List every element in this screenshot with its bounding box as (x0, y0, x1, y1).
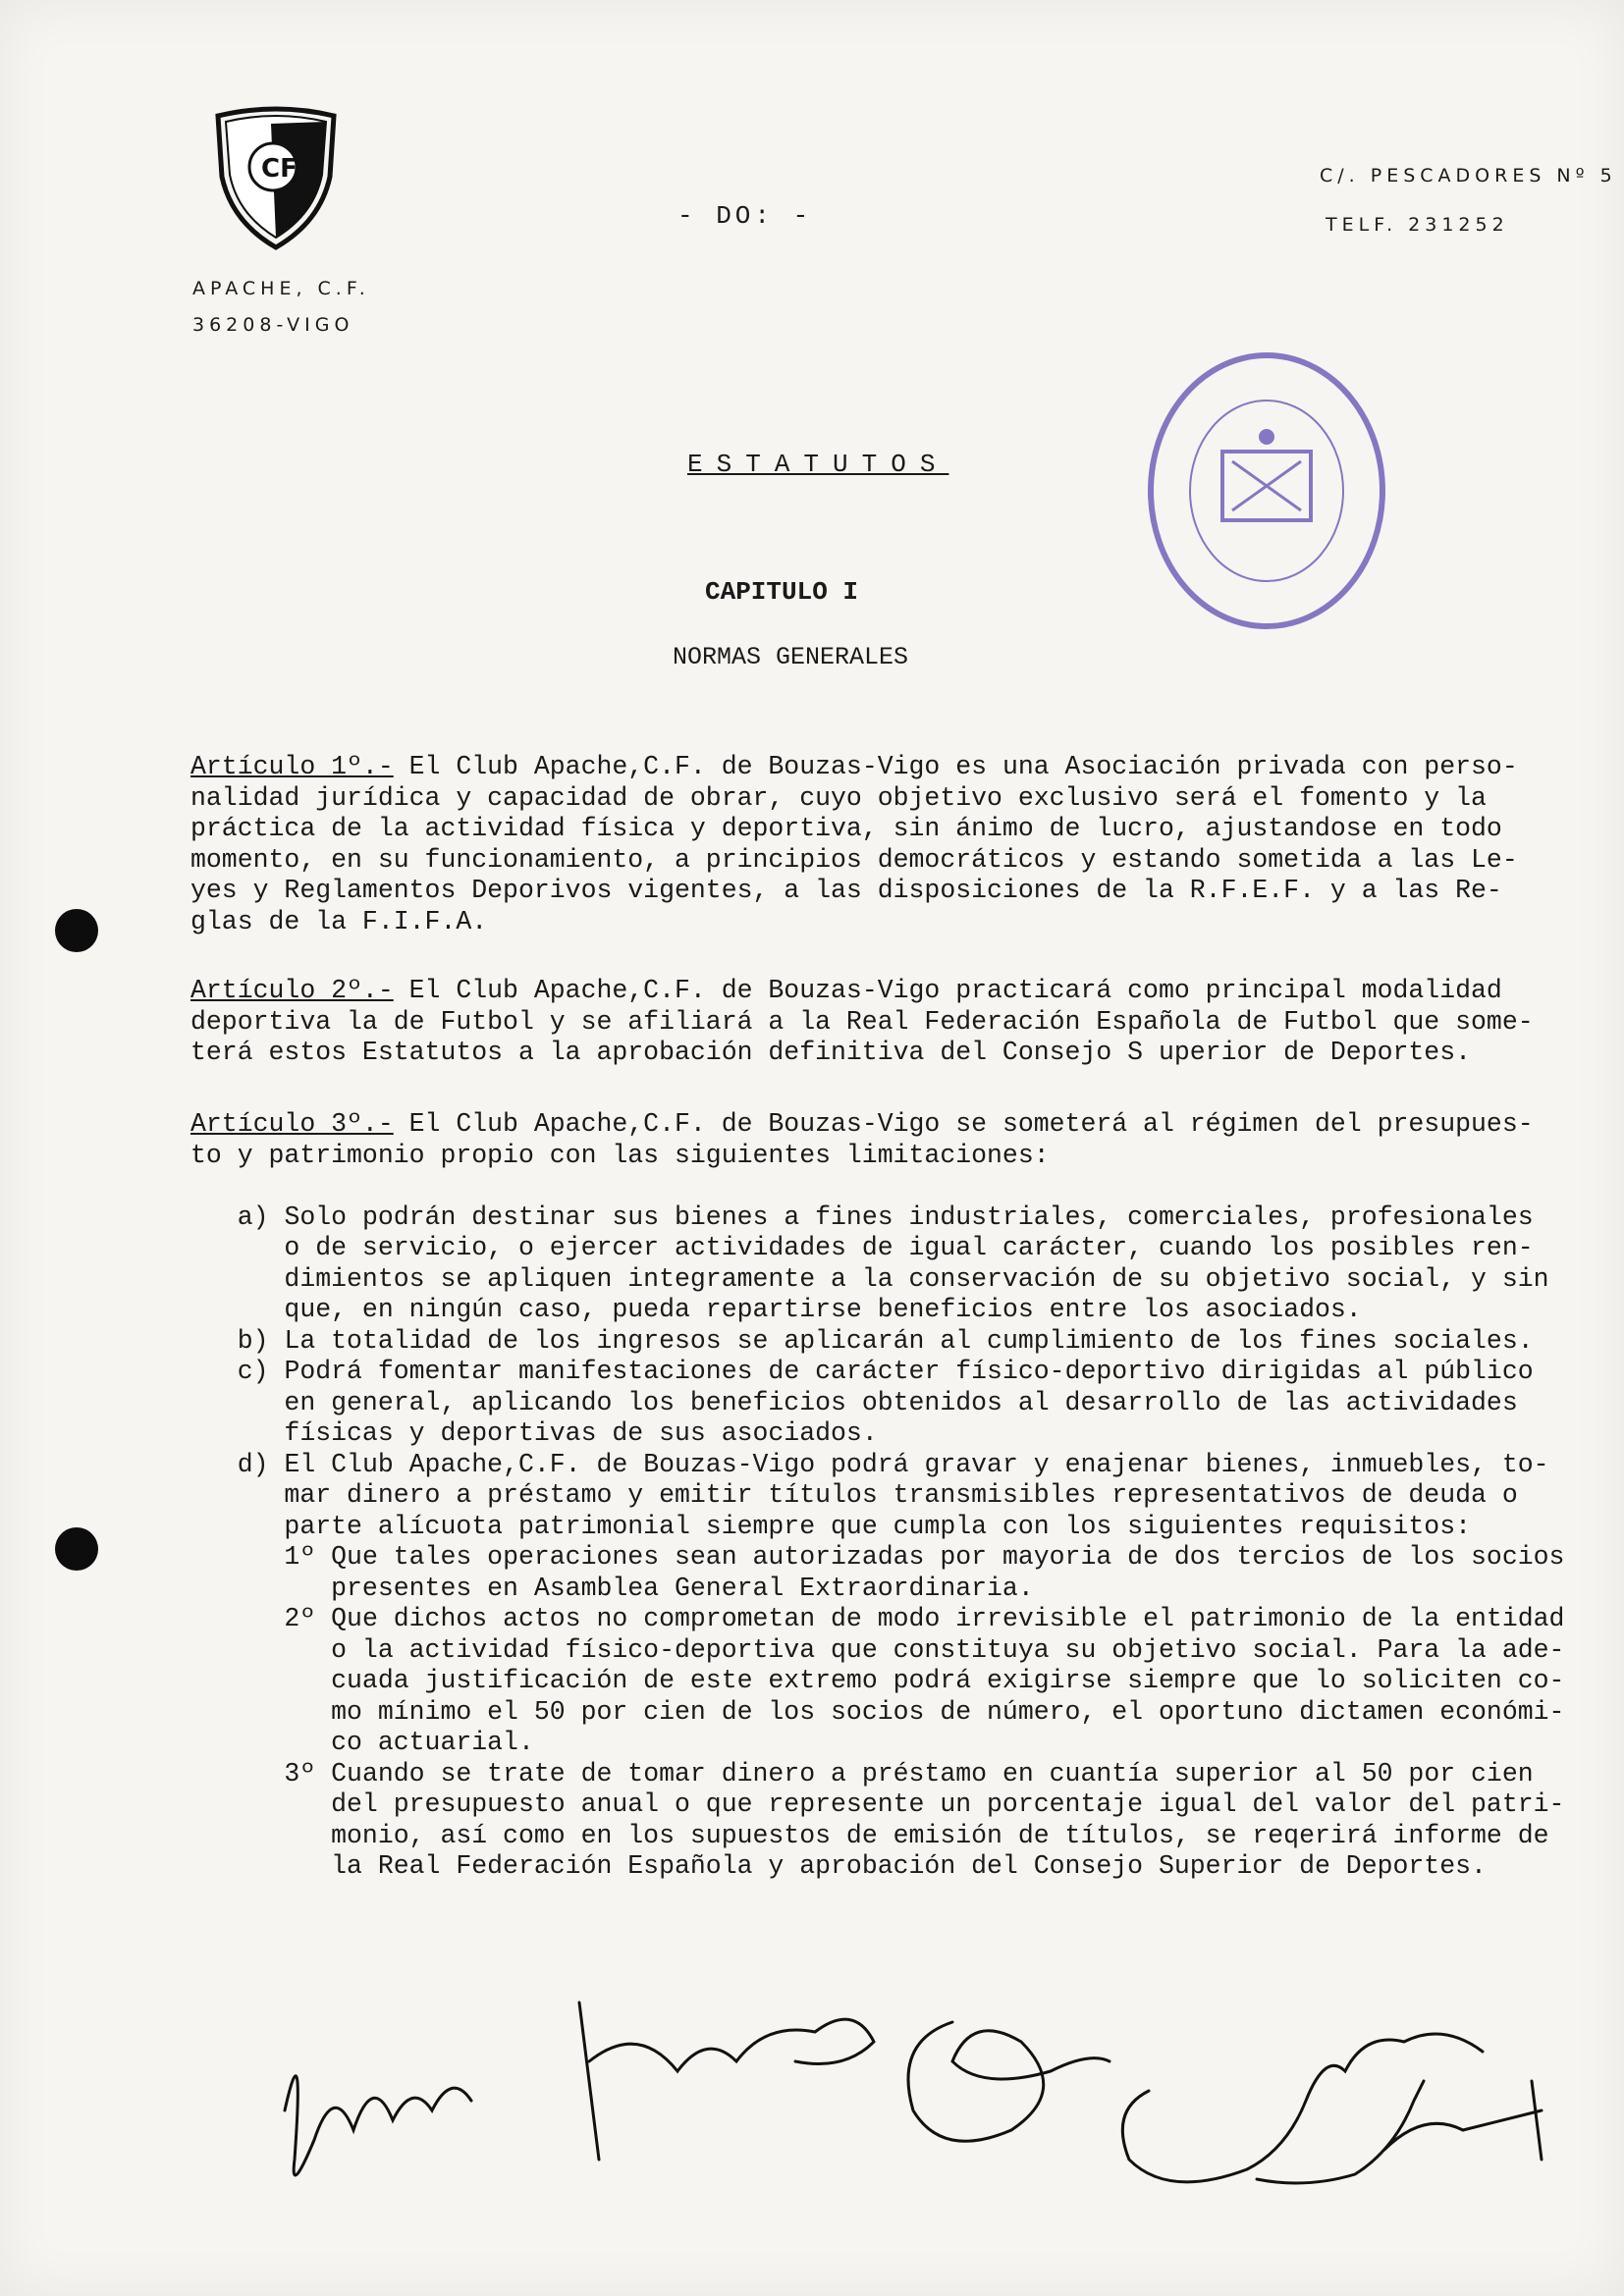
list-line: Cuando se trate de tomar dinero a préstamo en cuantía superior al 50 por cien (331, 1758, 1534, 1789)
list-marker: 1º (284, 1542, 316, 1572)
list-line: La totalidad de los ingresos se aplicarán al cumplimiento de los fines sociales. (284, 1325, 1534, 1356)
list-line: Podrá fomentar manifestaciones de carácter físico-deportivo dirigidas al público (284, 1357, 1534, 1386)
club-crest-icon (212, 106, 340, 251)
list-marker: 2º (284, 1604, 316, 1633)
club-address: C/. PESCADORES Nº 5 (1320, 165, 1617, 187)
article-line: terá estos Estatutos a la aprobación definitiva del Consejo S uperior de Deportes. (190, 1038, 1472, 1067)
article-3 (190, 1109, 1565, 1883)
chapter-heading: CAPITULO I (705, 577, 859, 607)
notary-stamp-icon (1139, 344, 1394, 638)
list-line: El Club Apache,C.F. de Bouzas-Vigo podrá gravar y enajenar bienes, inmuebles, to- (284, 1449, 1549, 1479)
document-mark: - DO: - (677, 201, 813, 231)
club-name: APACHE, C.F. (192, 278, 370, 299)
article-line: El Club Apache,C.F. de Bouzas-Vigo es una Asociación privada con perso- (408, 752, 1518, 781)
list-line: mar dinero a préstamo y emitir títulos transmisibles representativos de deuda o (284, 1480, 1518, 1510)
article-line: deportiva la de Futbol y se afiliará a la Real Federación Española de Futbol que some- (190, 1006, 1534, 1037)
article-line: El Club Apache,C.F. de Bouzas-Vigo se someterá al régimen del presupues- (408, 1109, 1534, 1139)
article-line: yes y Reglamentos Deporivos vigentes, a las disposiciones de la R.F.E.F. y a las Re- (190, 876, 1502, 905)
article-line: glas de la F.I.F.A. (190, 906, 488, 936)
signatures-icon (265, 1963, 1600, 2218)
club-phone: TELF. 231252 (1326, 214, 1509, 236)
list-marker: a) (237, 1201, 269, 1232)
list-line: físicas y deportivas de sus asociados. (284, 1418, 878, 1448)
list-line: Que tales operaciones sean autorizadas por mayoria de dos tercios de los socios (331, 1542, 1565, 1572)
article-line: nalidad jurídica y capacidad de obrar, cuyo objetivo exclusivo será el fomento y la (190, 782, 1487, 813)
list-line: mo mínimo el 50 por cien de los socios de número, el oportuno dictamen económi- (331, 1696, 1565, 1727)
article-line: práctica de la actividad física y deportiva, sin ánimo de lucro, ajustandose en todo (190, 814, 1502, 843)
list-line: o de servicio, o ejercer actividades de igual carácter, cuando los posibles ren- (284, 1233, 1534, 1262)
article-heading: Artículo 3º.- (190, 1109, 394, 1139)
article-2 (190, 976, 1565, 1069)
list-line: presentes en Asamblea General Extraordinaria. (331, 1573, 1034, 1603)
list-line: del presupuesto anual o que represente un porcentaje igual del valor del patri- (331, 1789, 1565, 1819)
list-line: cuada justificación de este extremo podrá exigirse siempre que lo soliciten co- (331, 1666, 1565, 1695)
article-line: El Club Apache,C.F. de Bouzas-Vigo practicará como principal modalidad (408, 976, 1502, 1005)
club-city: 36208-VIGO (192, 314, 354, 336)
list-line: en general, aplicando los beneficios obtenidos al desarrollo de las actividades (284, 1387, 1518, 1417)
chapter-subtitle: NORMAS GENERALES (673, 643, 909, 671)
list-line: Solo podrán destinar sus bienes a fines industriales, comerciales, profesionales (284, 1201, 1534, 1232)
article-line: to y patrimonio propio con las siguientes limitaciones: (190, 1140, 1050, 1170)
list-line: dimientos se apliquen integramente a la conservación de su objetivo social, y sin (284, 1263, 1549, 1294)
svg-text:CF: CF (261, 154, 298, 184)
list-marker: b) (237, 1325, 269, 1356)
list-line: co actuarial. (331, 1728, 534, 1757)
article-1 (190, 752, 1565, 937)
article-line: momento, en su funcionamiento, a principios democráticos y estando sometida a las Le- (190, 844, 1518, 875)
list-line: Que dichos actos no comprometan de modo irrevisible el patrimonio de la entidad (331, 1604, 1565, 1633)
binder-hole-icon (55, 1527, 98, 1571)
list-marker: d) (237, 1449, 269, 1479)
list-line: o la actividad físico-deportiva que constituya su objetivo social. Para la ade- (331, 1634, 1565, 1665)
binder-hole-icon (55, 909, 98, 952)
document-title: ESTATUTOS (687, 450, 949, 479)
list-marker: c) (237, 1357, 269, 1386)
list-marker: 3º (284, 1758, 316, 1789)
article-heading: Artículo 1º.- (190, 752, 394, 781)
article-heading: Artículo 2º.- (190, 976, 394, 1005)
list-line: que, en ningún caso, pueda repartirse beneficios entre los asociados. (284, 1295, 1362, 1324)
list-line: parte alícuota patrimonial siempre que cumpla con los siguientes requisitos: (284, 1511, 1472, 1541)
list-line: monio, así como en los supuestos de emisión de títulos, se reqerirá informe de (331, 1820, 1549, 1850)
list-line: la Real Federación Española y aprobación del Consejo Superior de Deportes. (331, 1851, 1487, 1881)
